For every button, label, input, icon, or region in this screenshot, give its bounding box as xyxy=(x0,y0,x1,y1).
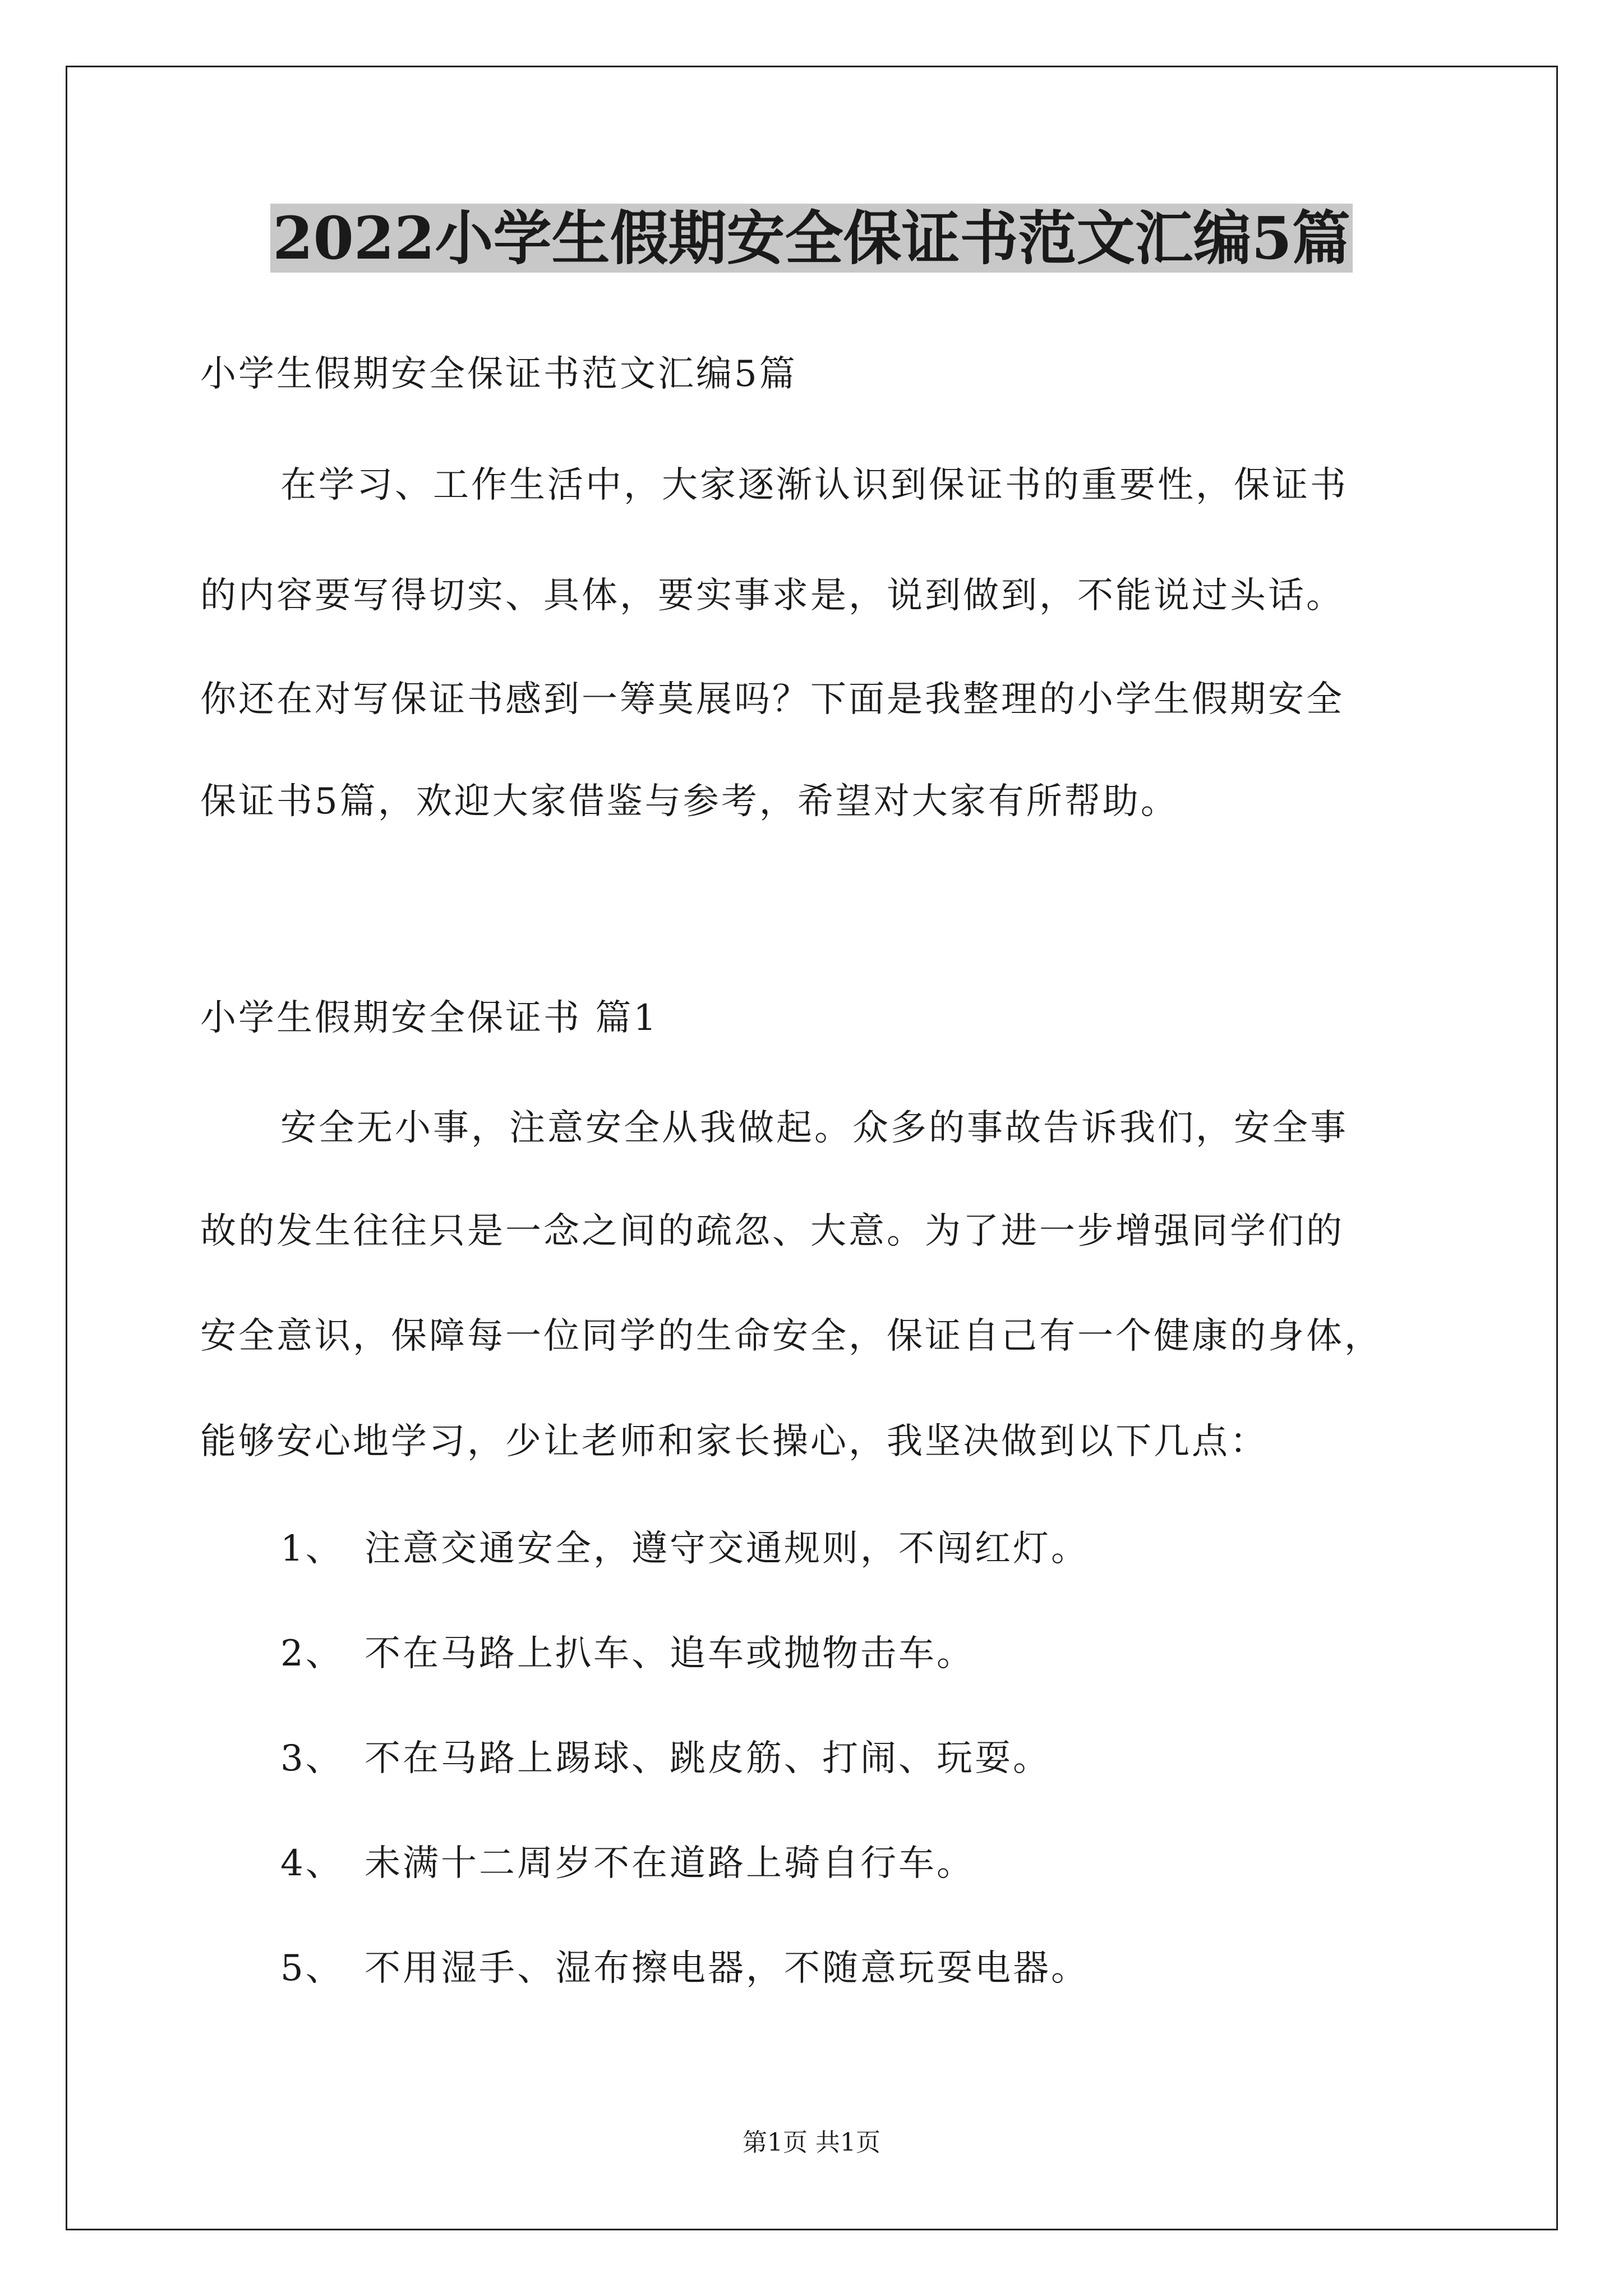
list-item-number: 2、 xyxy=(280,1633,344,1674)
list-item xyxy=(280,1838,975,1889)
intro-line: 在学习、工作生活中，大家逐渐认识到保证书的重要性，保证书 xyxy=(280,464,1348,506)
list-item xyxy=(280,1943,1089,1994)
list-item-number: 1、 xyxy=(280,1528,344,1570)
list-item-text: 不在马路上扒车、追车或抛物击车。 xyxy=(365,1633,975,1674)
section-line: 安全意识，保障每一位同学的生命安全，保证自己有一个健康的身体， xyxy=(200,1315,1382,1357)
list-item-number: 4、 xyxy=(280,1843,344,1884)
document-title: 2022小学生假期安全保证书范文汇编5篇 xyxy=(0,199,1623,278)
list-item-number: 3、 xyxy=(280,1738,344,1779)
section-line: 故的发生往往只是一念之间的疏忽、大意。为了进一步增强同学们的 xyxy=(200,1211,1344,1252)
section-heading: 小学生假期安全保证书 篇1 xyxy=(200,997,659,1039)
list-item-text: 不在马路上踢球、跳皮筋、打闹、玩耍。 xyxy=(365,1738,1051,1779)
page-footer: 第1页 共1页 xyxy=(743,2128,880,2157)
list-item xyxy=(280,1733,1051,1784)
document-subtitle: 小学生假期安全保证书范文汇编5篇 xyxy=(200,353,797,395)
intro-line: 你还在对写保证书感到一筹莫展吗？下面是我整理的小学生假期安全 xyxy=(200,679,1344,720)
intro-line: 保证书5篇，欢迎大家借鉴与参考，希望对大家有所帮助。 xyxy=(200,781,1179,822)
list-item-text: 注意交通安全，遵守交通规则，不闯红灯。 xyxy=(365,1528,1089,1570)
intro-line: 的内容要写得切实、具体，要实事求是，说到做到，不能说过头话。 xyxy=(200,575,1344,616)
list-item-text: 未满十二周岁不在道路上骑自行车。 xyxy=(365,1843,975,1884)
list-item-number: 5、 xyxy=(280,1948,344,1989)
list-item xyxy=(280,1628,975,1679)
section-line: 能够安心地学习，少让老师和家长操心，我坚决做到以下几点： xyxy=(200,1421,1268,1462)
section-line: 安全无小事，注意安全从我做起。众多的事故告诉我们，安全事 xyxy=(280,1107,1348,1149)
list-item-text: 不用湿手、湿布擦电器，不随意玩耍电器。 xyxy=(365,1948,1089,1989)
list-item xyxy=(280,1524,1089,1574)
